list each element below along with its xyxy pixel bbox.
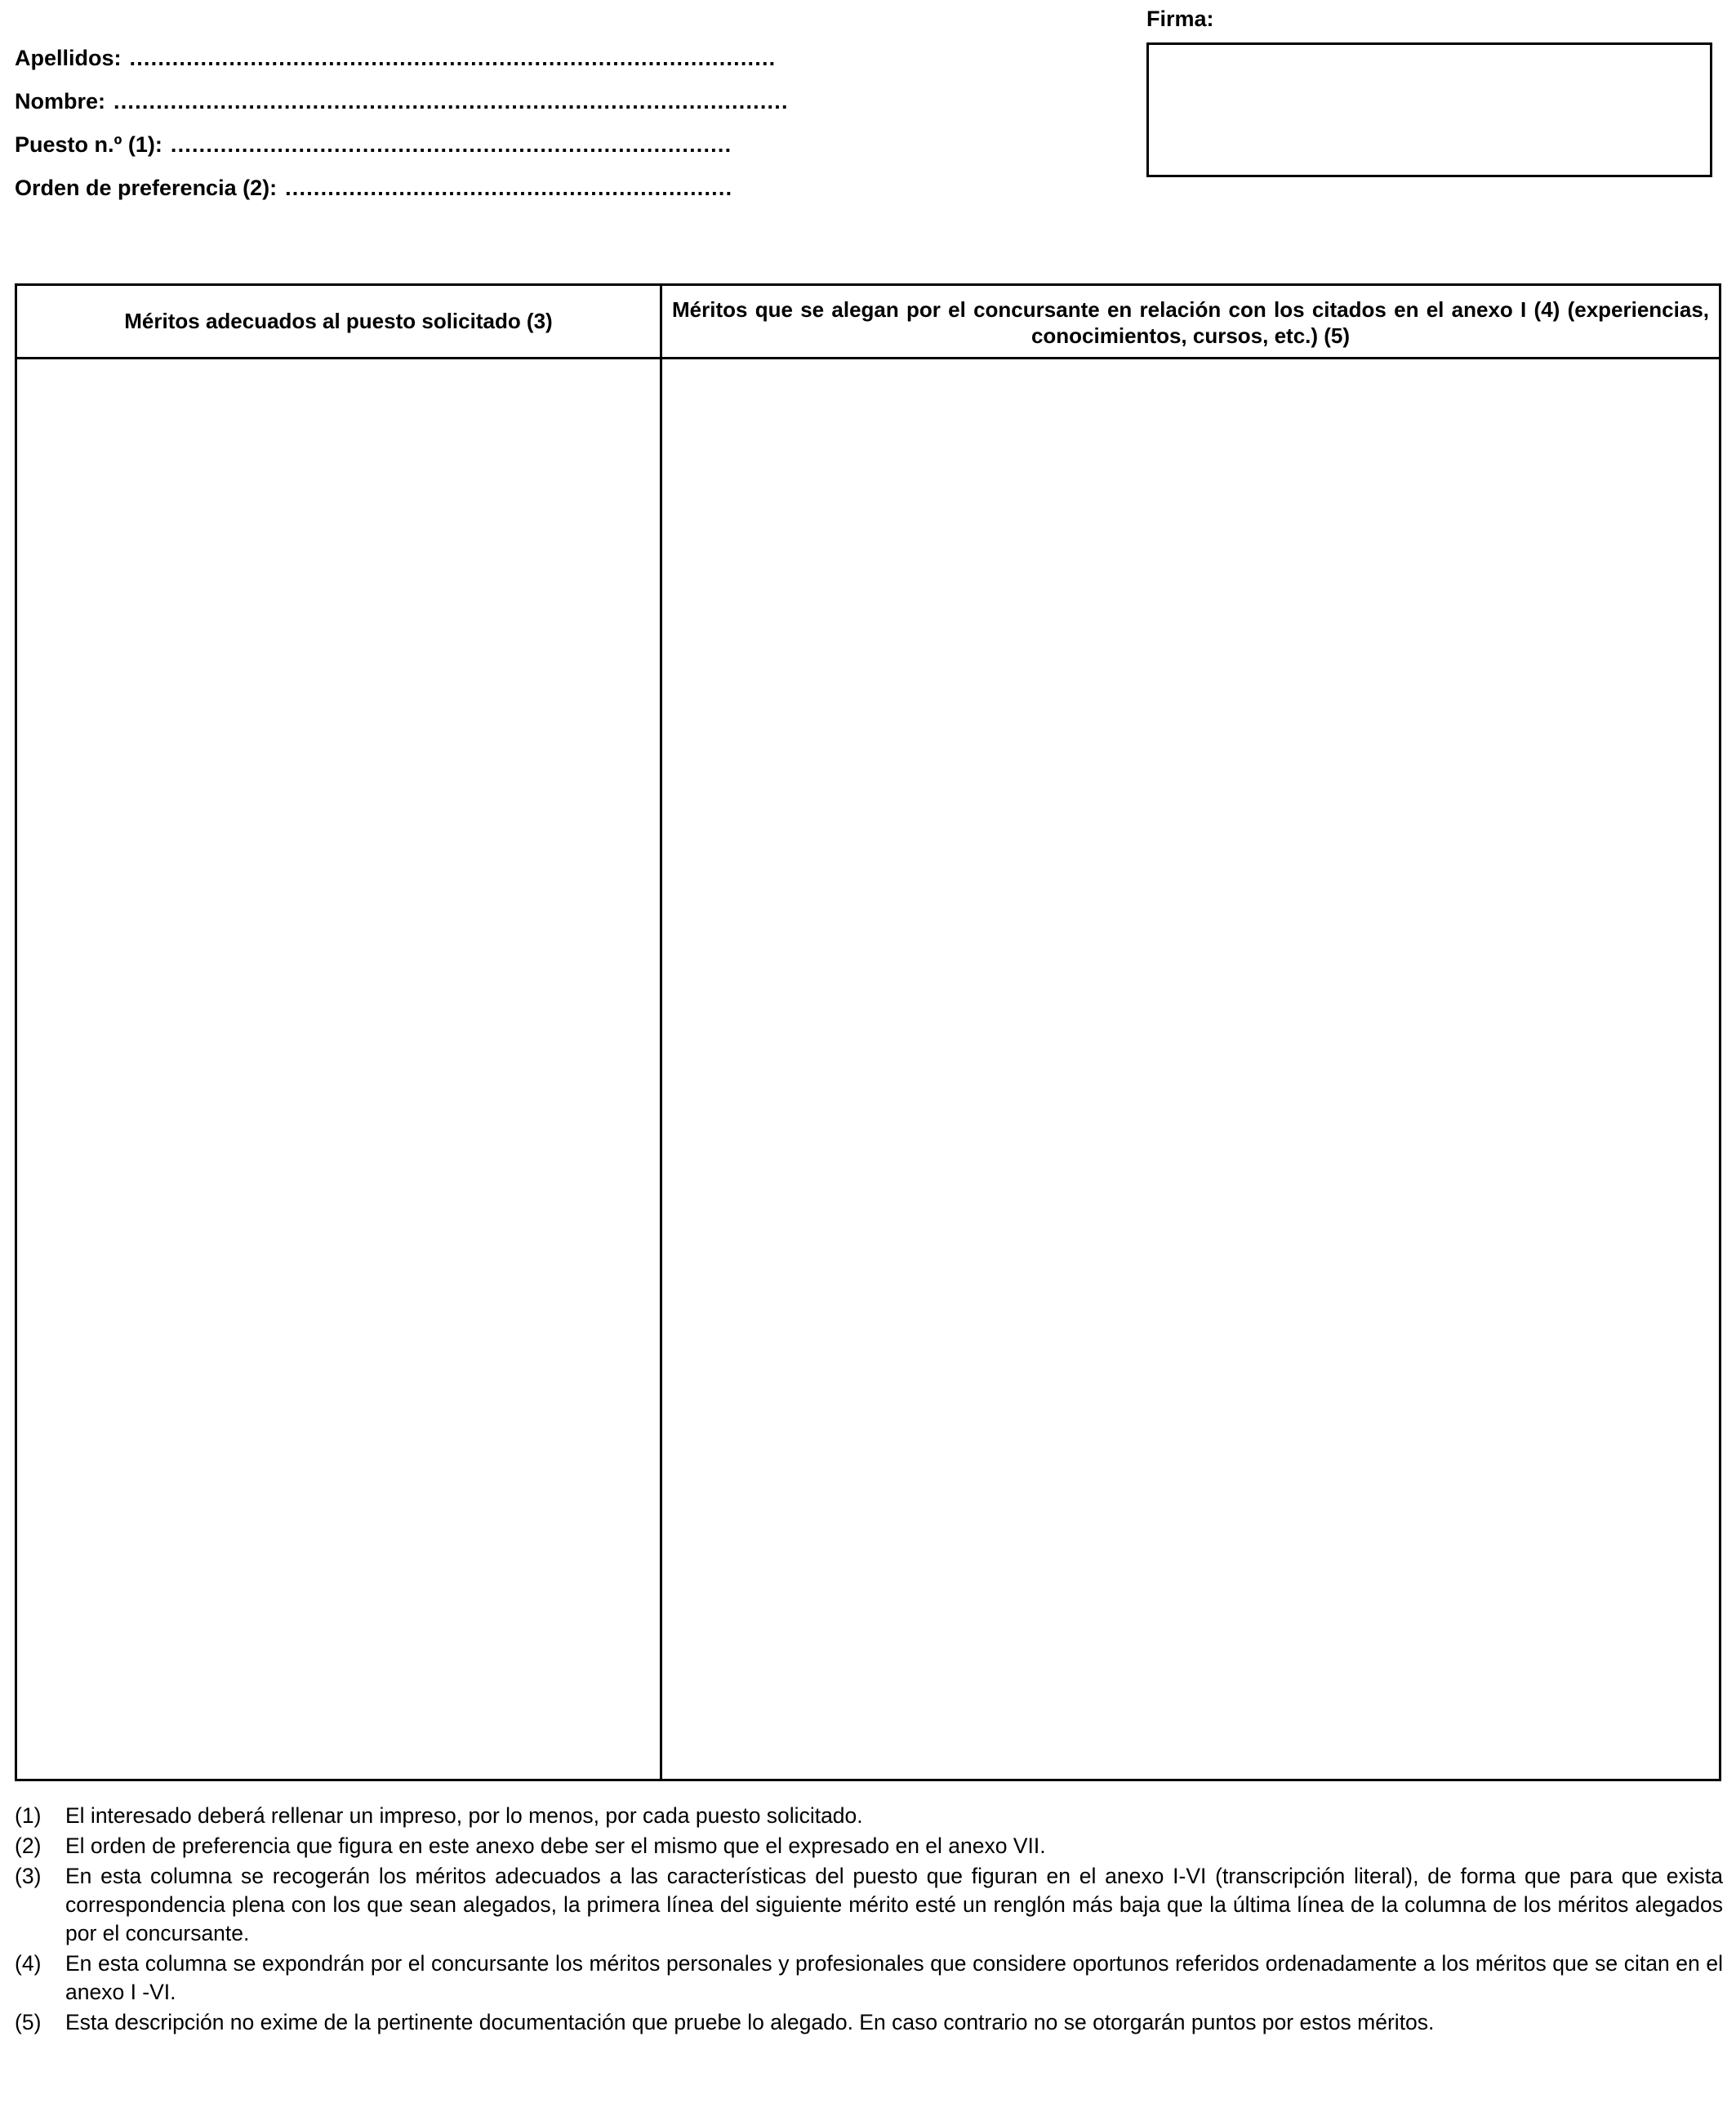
merits-table-header-col1: Méritos adecuados al puesto solicitado (3) [17, 286, 662, 357]
field-apellidos [15, 46, 978, 71]
footnotes [15, 1802, 1723, 2039]
merits-table-cell-col1[interactable] [17, 359, 662, 1779]
footnote-number: (1) [15, 1803, 42, 1828]
footnote-text: En esta columna se expondrán por el concursante los méritos personales y profesionales que considere oportunos referidos ordenadamente a los méritos que se citan en el anexo I -VI. [65, 1950, 1723, 2004]
footnote-text: Esta descripción no exime de la pertinente documentación que pruebe lo alegado. En caso contrario no se otorgarán puntos por estos méritos. [65, 2009, 1435, 2034]
header-block [0, 0, 1736, 245]
merits-table-cell-col2[interactable] [662, 359, 1719, 1779]
footnote-text: El interesado deberá rellenar un impreso, por lo menos, por cada puesto solicitado. [65, 1803, 863, 1828]
field-puesto [15, 132, 978, 158]
field-orden-preferencia [15, 176, 978, 201]
footnote-number: (3) [15, 1863, 42, 1888]
merits-table-body-row [17, 359, 1719, 1779]
footnote-item [15, 1832, 1723, 1860]
field-orden-preferencia-input[interactable]: ............................................................... [285, 176, 733, 200]
footnote-number: (2) [15, 1833, 42, 1858]
signature-box[interactable] [1146, 42, 1712, 177]
footnote-item [15, 2008, 1723, 2037]
merits-table [15, 283, 1721, 1781]
field-orden-preferencia-label: Orden de preferencia (2): [15, 176, 278, 200]
merits-table-header-col2: Méritos que se alegan por el concursante en relación con los citados en el anexo I (4) (experiencias, conocimientos, cursos, etc.) (5) [672, 297, 1709, 348]
field-nombre-label: Nombre: [15, 89, 106, 114]
footnote-text: El orden de preferencia que figura en este anexo debe ser el mismo que el expresado en el anexo VII. [65, 1833, 1046, 1858]
field-nombre [15, 89, 978, 114]
field-apellidos-input[interactable]: ........................................................................................... [129, 46, 777, 70]
footnote-number: (5) [15, 2009, 42, 2034]
merits-table-header-row [17, 286, 1719, 359]
field-nombre-input[interactable]: ............................................................................................... [114, 89, 789, 114]
field-puesto-label: Puesto n.º (1): [15, 132, 162, 157]
footnote-number: (4) [15, 1950, 42, 1976]
footnote-text: En esta columna se recogerán los méritos adecuados a las características del puesto que figuran en el anexo I-VI (transcripción literal), de forma que para que exista correspondencia plena con los que sean alegados, la primera línea del siguiente mérito esté un renglón más baja que la última línea de la columna de los méritos alegados por el concursante. [65, 1863, 1723, 1945]
footnote-item [15, 1802, 1723, 1830]
signature-label: Firma: [1146, 7, 1214, 31]
applicant-fields [15, 46, 978, 219]
footnote-item [15, 1862, 1723, 1948]
field-puesto-input[interactable]: ............................................................................... [170, 132, 732, 157]
field-apellidos-label: Apellidos: [15, 46, 122, 70]
footnote-item [15, 1949, 1723, 2007]
